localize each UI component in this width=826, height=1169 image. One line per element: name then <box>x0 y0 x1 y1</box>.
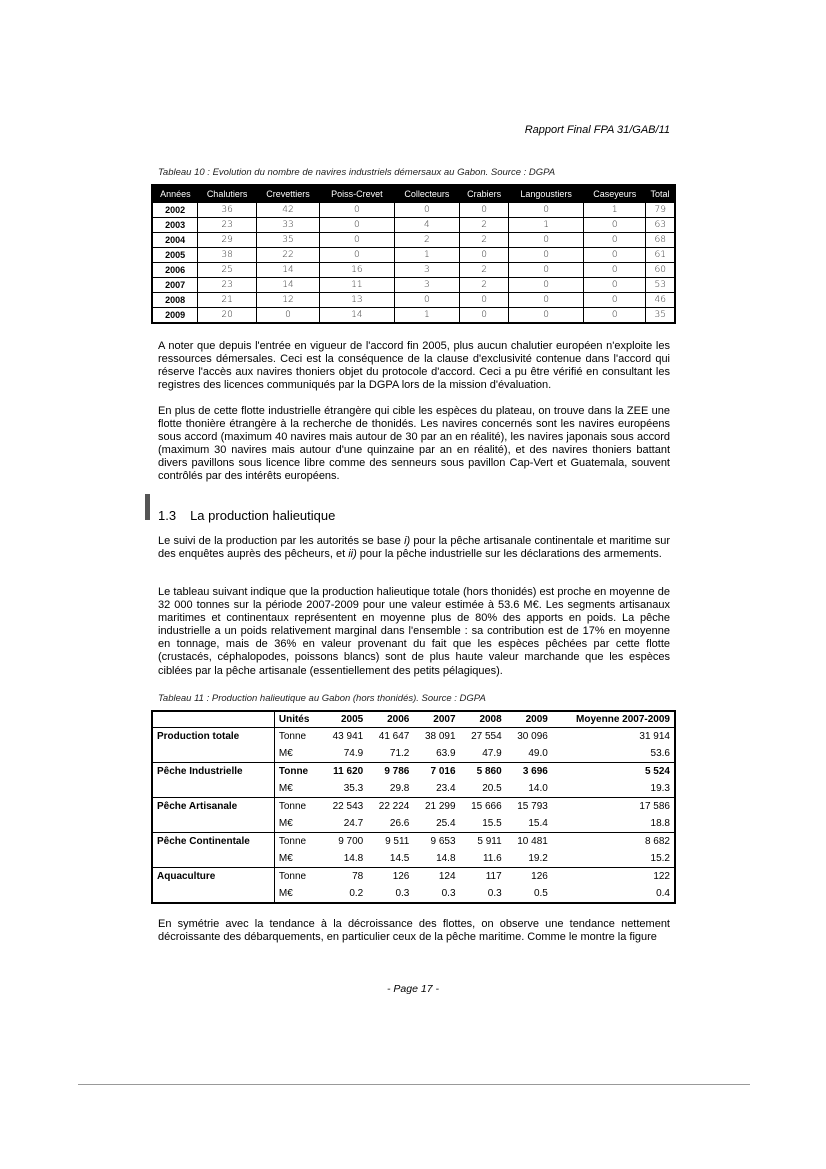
paragraph-trend: En symétrie avec la tendance à la décroissance des flottes, on observe une tendance nettement décroissante des débarquements, en particulier ceux de la pêche maritime. Comme le montre la figure <box>158 918 670 944</box>
production-table <box>151 710 676 904</box>
table-cell: 20 <box>198 308 257 324</box>
table-cell: 0.3 <box>487 888 502 899</box>
table-cell: 0 <box>320 233 395 248</box>
table-cell: 0 <box>584 278 646 293</box>
table-cell: 0 <box>509 278 584 293</box>
text-part: Le suivi de la production par les autorités se base <box>158 535 405 547</box>
table-cell: 9 653 <box>413 833 459 851</box>
table-cell: 11.6 <box>482 853 502 864</box>
table-cell: 2 <box>460 218 509 233</box>
table-cell: 38 <box>198 248 257 263</box>
table-cell: 35.3 <box>343 783 364 794</box>
row-label <box>152 885 274 903</box>
table-cell: 0 <box>509 308 584 324</box>
table-cell: 0.2 <box>349 888 364 899</box>
vessels-table <box>151 184 676 324</box>
table-cell: 0 <box>320 248 395 263</box>
table-cell: 60 <box>646 263 675 278</box>
table-cell: 61 <box>646 248 675 263</box>
table-cell: 0 <box>509 293 584 308</box>
table-cell: 23 <box>198 218 257 233</box>
table-cell: 15.4 <box>528 818 548 829</box>
table-cell: 74.9 <box>343 748 364 759</box>
table-cell: 0 <box>584 233 646 248</box>
column-header <box>152 711 274 728</box>
table-cell: 14 <box>256 278 319 293</box>
table-row <box>152 233 675 248</box>
table-cell: 14.0 <box>528 783 548 794</box>
table-cell: 24.7 <box>343 818 364 829</box>
table-cell: 26.6 <box>389 818 410 829</box>
paragraph-accord: A noter que depuis l'entrée en vigueur de l'accord fin 2005, plus aucun chalutier européen n'exploite les ressources démersales. Ceci est la conséquence de la clause d'exclusivité contenue dans l'accord qui réserve l'accès aux navires thoniers objet du protocole d'accord. Ceci a pu être vérifié en consultant les registres des licences communiqués par la DGPA lors de la mission d'évaluation. <box>158 340 670 392</box>
page-number: - Page 17 - <box>387 983 439 995</box>
table-cell: 14 <box>320 308 395 324</box>
row-label: Aquaculture <box>152 868 274 886</box>
unit-cell: Tonne <box>274 798 321 816</box>
table-cell: 1 <box>584 202 646 218</box>
table-row <box>152 780 675 798</box>
paragraph-tuna-fleet: En plus de cette flotte industrielle étrangère qui cible les espèces du plateau, on trouve dans la ZEE une flotte thonière étrangère à la recherche de thonidés. Les navires concernés sont les navires européens sous accord (maximum 40 navires mais autour de 30 par an en réalité), les navires japonais sous accord (maximum 30 navires mais autour d'une quinzaine par an en réalité), et des navires thoniers battant divers pavillons sous licence libre comme des senneurs sous pavillon Cap-Vert et Guatemala, souvent contrôlés par des intérêts européens. <box>158 405 670 483</box>
table-cell: 21 <box>198 293 257 308</box>
table-cell: 3 <box>394 263 459 278</box>
table-cell: 10 481 <box>506 833 552 851</box>
table-cell: 0 <box>256 308 319 324</box>
row-label <box>152 745 274 763</box>
table-cell: 0 <box>584 218 646 233</box>
column-header: Chalutiers <box>198 185 257 202</box>
text-part: pour la pêche industrielle sur les déclarations des armements. <box>356 548 662 561</box>
report-header: Rapport Final FPA 31/GAB/11 <box>524 124 670 136</box>
footer-divider <box>78 1084 750 1085</box>
table-cell: 5 911 <box>460 833 506 851</box>
section-heading <box>145 494 336 523</box>
table-cell: 33 <box>256 218 319 233</box>
year-cell: 2003 <box>152 218 198 233</box>
table-cell: 5 860 <box>460 763 506 781</box>
section-title: La production halieutique <box>190 508 336 523</box>
table-cell: 20.5 <box>482 783 502 794</box>
column-header: Collecteurs <box>394 185 459 202</box>
column-header: Langoustiers <box>509 185 584 202</box>
table-header-row <box>152 185 675 202</box>
table-cell: 23.4 <box>436 783 456 794</box>
table-cell: 14.5 <box>389 853 410 864</box>
unit-cell: Tonne <box>274 868 321 886</box>
table-row <box>152 868 675 886</box>
table-cell: 0 <box>509 263 584 278</box>
column-header: Poiss-Crevet <box>320 185 395 202</box>
table-cell: 2 <box>460 278 509 293</box>
table-cell: 0 <box>509 202 584 218</box>
column-header: 2008 <box>460 711 506 728</box>
unit-cell: M€ <box>278 748 293 759</box>
unit-cell: Tonne <box>278 731 307 742</box>
table-cell: 0 <box>320 218 395 233</box>
unit-cell: M€ <box>278 783 293 794</box>
table-cell: 63 <box>646 218 675 233</box>
table-cell: 43 941 <box>332 731 364 742</box>
table-row <box>152 833 675 851</box>
text-part: ii) <box>348 548 357 561</box>
table-cell: 29.8 <box>389 783 410 794</box>
table-cell: 42 <box>256 202 319 218</box>
table-row <box>152 278 675 293</box>
table-cell: 19.2 <box>528 853 548 864</box>
table-cell: 23 <box>198 278 257 293</box>
table-cell: 22 543 <box>321 798 367 816</box>
table-row <box>152 293 675 308</box>
table-cell: 0 <box>394 202 459 218</box>
table-cell: 13 <box>320 293 395 308</box>
table-cell: 0 <box>320 202 395 218</box>
table-cell: 3 696 <box>506 763 552 781</box>
table-cell: 19.3 <box>650 783 670 794</box>
table-cell: 18.8 <box>650 818 670 829</box>
table-cell: 47.9 <box>482 748 502 759</box>
row-label: Pêche Artisanale <box>152 798 274 816</box>
column-header: Crabiers <box>460 185 509 202</box>
table-cell: 4 <box>394 218 459 233</box>
column-header: 2006 <box>367 711 413 728</box>
row-label <box>152 815 274 833</box>
row-label: Pêche Industrielle <box>152 763 274 781</box>
text-part: i) <box>404 535 411 547</box>
unit-cell: Tonne <box>274 763 321 781</box>
table-cell: 15.5 <box>482 818 502 829</box>
table-row <box>152 202 675 218</box>
table-cell: 41 647 <box>378 731 410 742</box>
table-cell: 0 <box>509 233 584 248</box>
column-header: Caseyeurs <box>584 185 646 202</box>
year-cell: 2009 <box>152 308 198 324</box>
year-cell: 2005 <box>152 248 198 263</box>
table-cell: 1 <box>394 248 459 263</box>
table-cell: 15 666 <box>460 798 506 816</box>
table-cell: 38 091 <box>424 731 456 742</box>
table-cell: 2 <box>460 233 509 248</box>
year-cell: 2006 <box>152 263 198 278</box>
row-label: Production totale <box>152 728 274 746</box>
table10-caption: Tableau 10 : Evolution du nombre de navires industriels démersaux au Gabon. Source : DGPA <box>158 167 556 178</box>
column-header: Crevettiers <box>256 185 319 202</box>
table-row <box>152 763 675 781</box>
table-cell: 53 <box>646 278 675 293</box>
table-cell: 14.8 <box>343 853 364 864</box>
unit-cell: Tonne <box>274 833 321 851</box>
table-cell: 79 <box>646 202 675 218</box>
year-cell: 2007 <box>152 278 198 293</box>
table-cell: 27 554 <box>471 731 502 742</box>
table-cell: 117 <box>460 868 506 886</box>
table-cell: 17 586 <box>552 798 675 816</box>
table-cell: 0 <box>584 248 646 263</box>
table-cell: 8 682 <box>552 833 675 851</box>
table-cell: 35 <box>646 308 675 324</box>
table-cell: 122 <box>552 868 675 886</box>
unit-cell: M€ <box>278 853 293 864</box>
table-cell: 46 <box>646 293 675 308</box>
table-cell: 3 <box>394 278 459 293</box>
table-cell: 63.9 <box>436 748 456 759</box>
table11-caption: Tableau 11 : Production halieutique au Gabon (hors thonidés). Source : DGPA <box>158 693 486 704</box>
year-cell: 2002 <box>152 202 198 218</box>
table-cell: 22 <box>256 248 319 263</box>
row-label <box>152 780 274 798</box>
table-cell: 5 524 <box>552 763 675 781</box>
table-cell: 15.2 <box>650 853 670 864</box>
row-label <box>152 850 274 868</box>
year-cell: 2008 <box>152 293 198 308</box>
table-cell: 0.5 <box>533 888 548 899</box>
section-number: 1.3 <box>158 508 177 523</box>
table-header-row <box>152 711 675 728</box>
table-cell: 14 <box>256 263 319 278</box>
table-cell: 0 <box>509 248 584 263</box>
table-cell: 53.6 <box>650 748 670 759</box>
table-cell: 71.2 <box>389 748 410 759</box>
table-cell: 1 <box>394 308 459 324</box>
table-cell: 31 914 <box>639 731 670 742</box>
paragraph-monitoring <box>158 535 670 561</box>
table-cell: 0 <box>460 202 509 218</box>
table-cell: 126 <box>506 868 552 886</box>
table-cell: 0.4 <box>656 888 670 899</box>
table-cell: 15 793 <box>506 798 552 816</box>
column-header: Unités <box>274 711 321 728</box>
table-cell: 11 620 <box>321 763 367 781</box>
table-cell: 25.4 <box>436 818 456 829</box>
table-cell: 78 <box>321 868 367 886</box>
year-cell: 2004 <box>152 233 198 248</box>
unit-cell: M€ <box>278 888 293 899</box>
table-cell: 124 <box>413 868 459 886</box>
table-cell: 126 <box>367 868 413 886</box>
table-cell: 2 <box>394 233 459 248</box>
table-cell: 36 <box>198 202 257 218</box>
table-row <box>152 745 675 763</box>
table-cell: 0 <box>460 308 509 324</box>
table-cell: 0.3 <box>395 888 410 899</box>
table-cell: 0 <box>584 293 646 308</box>
table-cell: 0 <box>460 248 509 263</box>
table-cell: 7 016 <box>413 763 459 781</box>
column-header: Années <box>152 185 198 202</box>
table-cell: 0 <box>460 293 509 308</box>
table-cell: 0 <box>584 308 646 324</box>
column-header: 2007 <box>413 711 459 728</box>
table-row <box>152 885 675 903</box>
table-cell: 25 <box>198 263 257 278</box>
table-cell: 22 224 <box>367 798 413 816</box>
table-cell: 0 <box>584 263 646 278</box>
table-row <box>152 728 675 746</box>
table-row <box>152 798 675 816</box>
table-cell: 0.3 <box>441 888 456 899</box>
paragraph-production: Le tableau suivant indique que la production halieutique totale (hors thonidés) est proche en moyenne de 32 000 tonnes sur la période 2007-2009 pour une valeur estimée à 53.6 M€. Les segments artisanaux maritimes et continentaux représentent en moyenne plus de 80% des apports en poids. La pêche industrielle a un poids relativement marginal dans l'ensemble : sa contribution est de 17% en moyenne en tonnage, mais de 36% en valeur provenant du fait que les espèces pêchées par cette flotte (crustacés, céphalopodes, poissons blancs) sont de plus haute valeur marchande que les espèces ciblées par la pêche artisanale (essentiellement des petits pélagiques). <box>158 586 670 677</box>
table-cell: 9 511 <box>367 833 413 851</box>
table-cell: 21 299 <box>413 798 459 816</box>
table-cell: 49.0 <box>528 748 548 759</box>
table-cell: 0 <box>394 293 459 308</box>
table-cell: 11 <box>320 278 395 293</box>
table-row <box>152 850 675 868</box>
table-row <box>152 218 675 233</box>
table-cell: 14.8 <box>436 853 456 864</box>
table-cell: 12 <box>256 293 319 308</box>
row-label: Pêche Continentale <box>152 833 274 851</box>
table-row <box>152 248 675 263</box>
table-row <box>152 263 675 278</box>
table-cell: 35 <box>256 233 319 248</box>
column-header: Moyenne 2007-2009 <box>552 711 675 728</box>
table-cell: 29 <box>198 233 257 248</box>
table-cell: 30 096 <box>517 731 548 742</box>
table-cell: 68 <box>646 233 675 248</box>
table-row <box>152 308 675 324</box>
table-cell: 9 786 <box>367 763 413 781</box>
column-header: 2005 <box>321 711 367 728</box>
column-header: Total <box>646 185 675 202</box>
table-row <box>152 815 675 833</box>
table-cell: 9 700 <box>321 833 367 851</box>
unit-cell: M€ <box>278 818 293 829</box>
column-header: 2009 <box>506 711 552 728</box>
table-cell: 1 <box>509 218 584 233</box>
table-cell: 2 <box>460 263 509 278</box>
table-cell: 16 <box>320 263 395 278</box>
text-part: pour la pêche artisanale continentale et maritime sur des enquêtes auprès des pêcheurs, et <box>158 535 671 561</box>
